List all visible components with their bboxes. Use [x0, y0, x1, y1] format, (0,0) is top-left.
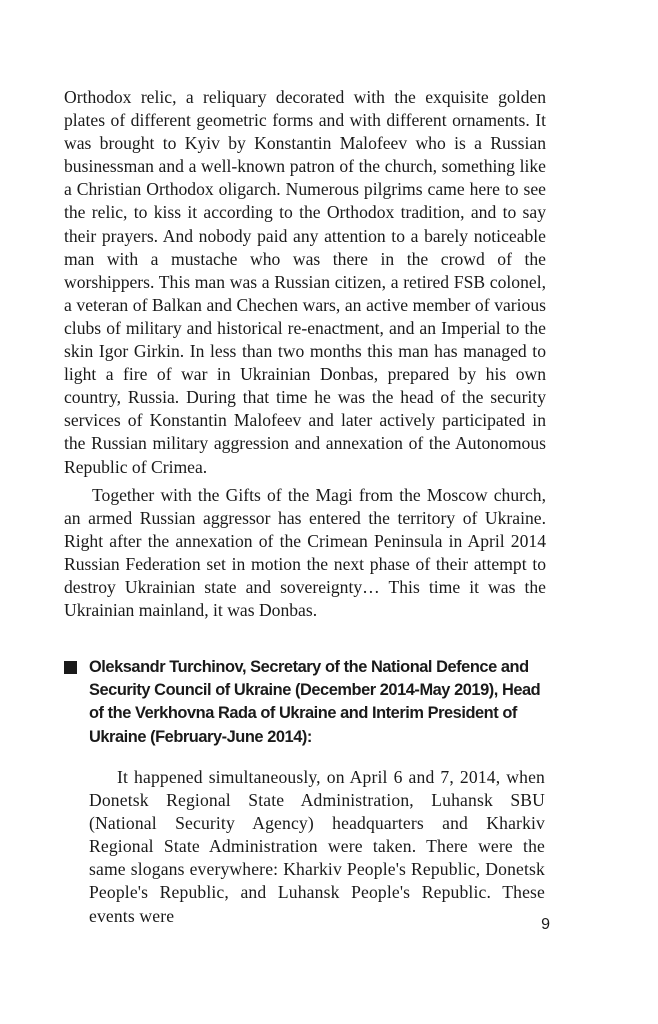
body-paragraph-aggressor: Together with the Gifts of the Magi from the Moscow church, an armed Russian aggressor has entered the territory of Ukraine. Right after the annexation of the Crimean Peninsula in April 2014 Russian Federation set in motion the next phase of their attempt to destroy Ukrainian state and sovereignty… This time it was the Ukrainian mainland, it was Donbas. [64, 485, 546, 621]
body-paragraph-quote: It happened simultaneously, on April 6 and 7, 2014, when Donetsk Regional State Administration, Luhansk SBU (National Security Agency) headquarters and Kharkiv Regional State Administration were taken. There were the same slogans everywhere: Kharkiv People's Republic, Donetsk People's Republic, and Luhansk People's Republic. These events were [89, 767, 545, 926]
body-paragraph-reliquary: Orthodox relic, a reliquary decorated with the exquisite golden plates of different geometric forms and with different ornaments. It was brought to Kyiv by Konstantin Malofeev who is a Russian businessman and a well-known patron of the church, something like a Christian Orthodox oligarch. Numerous pilgrims came here to see the relic, to kiss it according to the Orthodox tradition, and to say their prayers. And nobody paid any attention to a barely noticeable man with a mustache who was there in the crowd of the worshippers. This man was a Russian citizen, a retired FSB colonel, a veteran of Balkan and Chechen wars, an active member of various clubs of military and historical re-enactment, and an Imperial to the skin Igor Girkin. In less than two months this man has managed to light a fire of war in Ukrainian Donbas, prepared by his own country, Russia. During that time he was the head of the security services of Konstantin Malofeev and later actively participated in the Russian military aggression and annexation of the Autonomous Republic of Crimea. [64, 87, 546, 477]
square-bullet-icon [64, 661, 77, 674]
speaker-heading: Oleksandr Turchinov, Secretary of the National Defence and Security Council of Ukraine (December 2014-May 2019), Head of the Verkhovna Rada of Ukraine and Interim President of Ukraine (February-June 2014): [89, 658, 541, 746]
speaker-heading-block [64, 656, 550, 749]
page-number: 9 [541, 916, 550, 933]
